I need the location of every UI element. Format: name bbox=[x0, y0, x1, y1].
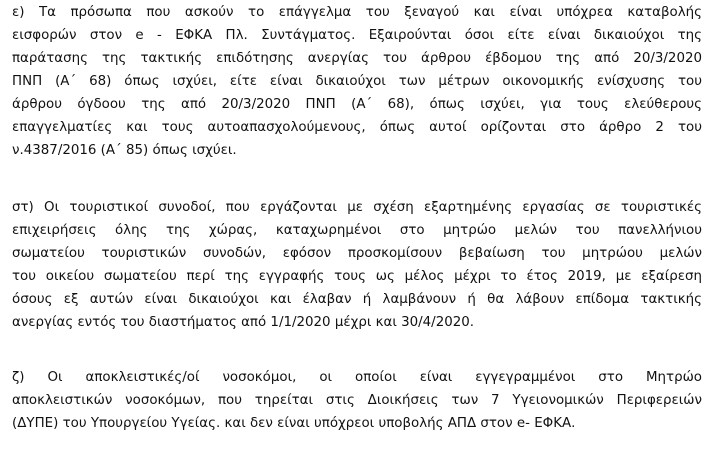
text-line: του οικείου σωματείου περί της εγγραφής τους ως μέλος μέχρι το έτος 2019, με εξαίρεση bbox=[12, 269, 702, 284]
text-line: ΠΝΠ (Α΄ 68) όπως ισχύει, είτε είναι δικαιούχοι των μέτρων οικονομικής ενίσχυσης του bbox=[12, 74, 702, 89]
text-line: στ) Οι τουριστικοί συνοδοί, που εργάζονται με σχέση εξαρτημένης εργασίας σε τουριστικές bbox=[12, 200, 702, 215]
text-line: σωματείου τουριστικών συνοδών, εφόσον προσκομίσουν βεβαίωση του μητρώου μελών bbox=[12, 246, 702, 261]
text-line: αποκλειστικών νοσοκόμων, που τηρείται στις Διοικήσεις των 7 Υγειονομικών Περιφερειών bbox=[12, 393, 702, 408]
paragraph-st-tour-escorts bbox=[12, 196, 702, 334]
text-line: ε) Τα πρόσωπα που ασκούν το επάγγελμα του ξεναγού και είναι υπόχρεα καταβολής bbox=[12, 5, 702, 20]
text-line: άρθρου όγδοου της από 20/3/2020 ΠΝΠ (Α΄ 68), όπως ισχύει, για τους ελεύθερους bbox=[12, 97, 702, 112]
text-line: (ΔΥΠΕ) του Υπουργείου Υγείας. και δεν είναι υπόχρεοι υποβολής ΑΠΔ στον e- ΕΦΚΑ. bbox=[12, 416, 576, 431]
paragraph-e-tour-guides bbox=[12, 1, 702, 162]
text-line: ζ) Οι αποκλειστικές/οί νοσοκόμοι, οι οποίοι είναι εγγεγραμμένοι στο Μητρώο bbox=[12, 370, 702, 385]
paragraph-z-private-nurses bbox=[12, 366, 702, 435]
text-line: εισφορών στον e - ΕΦΚΑ Πλ. Συντάγματος. Εξαιρούνται όσοι είτε είναι δικαιούχοι της bbox=[12, 28, 702, 43]
text-line: ανεργίας εντός του διαστήματος από 1/1/2020 μέχρι και 30/4/2020. bbox=[12, 315, 475, 330]
text-line: επιχειρήσεις όλης της χώρας, καταχωρημένοι στο μητρώο μελών του πανελλήνιου bbox=[12, 223, 702, 238]
text-line: όσους εξ αυτών είναι δικαιούχοι και έλαβαν ή λαμβάνουν ή θα λάβουν επίδομα τακτικής bbox=[12, 292, 702, 307]
text-line: παράτασης της τακτικής επιδότησης ανεργίας του άρθρου έβδομου της από 20/3/2020 bbox=[12, 51, 702, 66]
text-line: επαγγελματίες και τους αυτοαπασχολούμενους, όπως αυτοί ορίζονται στο άρθρο 2 του bbox=[12, 120, 702, 135]
text-line: ν.4387/2016 (Α΄ 85) όπως ισχύει. bbox=[12, 143, 237, 158]
